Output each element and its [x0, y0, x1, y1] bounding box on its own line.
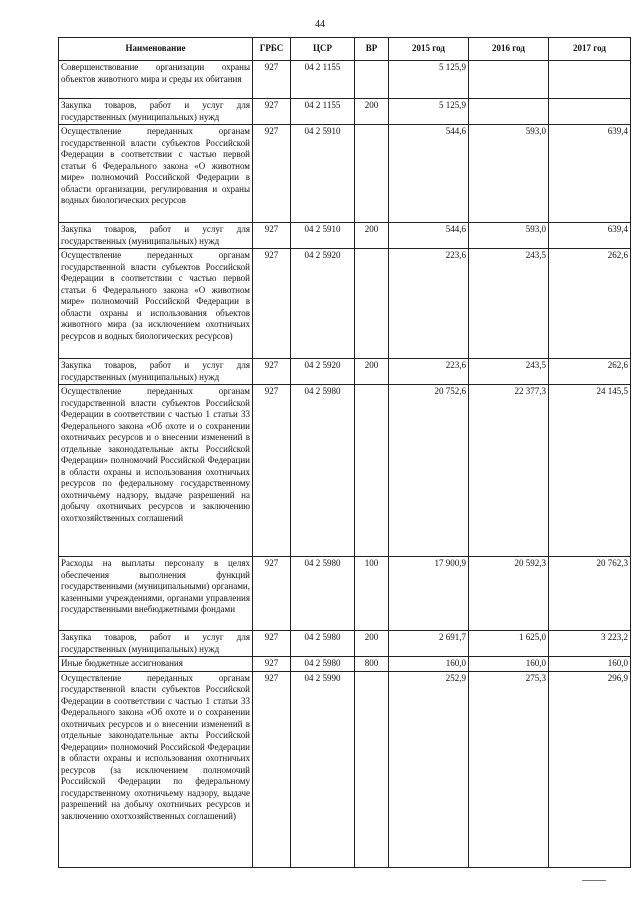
row-csr: 04 2 5980 — [291, 557, 355, 631]
col-header-2016: 2016 год — [469, 38, 549, 61]
row-2016: 243,5 — [469, 249, 549, 359]
row-2016: 22 377,3 — [469, 385, 549, 557]
row-name: Осуществление переданных органам государственной власти субъектов Российской Федерации в соответствии с частью 1 статьи 33 Федерального закона «Об охоте и о сохранении охотничьих ресурсов и о внесении изменений в отдельные законодательные акты Российской Федерации» полномочий Российской Федерации в области охраны и использования охотничьих ресурсов (за исключением полномочий Российской Федерации по федеральному государственному охотничьему надзору, выдаче разрешений на добычу охотничьих ресурсов и заключению охотхозяйственных соглашений) — [59, 671, 253, 867]
row-2017: 262,6 — [549, 359, 631, 385]
row-2017: 3 223,2 — [549, 631, 631, 657]
row-csr: 04 2 5920 — [291, 359, 355, 385]
row-2016: 593,0 — [469, 125, 549, 223]
row-name: Совершенствование организации охраны объектов животного мира и среды их обитания — [59, 61, 253, 99]
row-name: Иные бюджетные ассигнования — [59, 657, 253, 672]
table-row — [59, 631, 631, 657]
row-csr: 04 2 5990 — [291, 671, 355, 867]
col-header-vr: ВР — [355, 38, 389, 61]
row-2015: 2 691,7 — [389, 631, 469, 657]
row-2015: 252,9 — [389, 671, 469, 867]
row-grbs: 927 — [253, 671, 291, 867]
row-grbs: 927 — [253, 99, 291, 125]
row-2016: 243,5 — [469, 359, 549, 385]
row-2015: 223,6 — [389, 249, 469, 359]
row-csr: 04 2 1155 — [291, 99, 355, 125]
table-row — [59, 359, 631, 385]
row-name: Осуществление переданных органам государственной власти субъектов Российской Федерации в соответствии с частью первой статьи 6 Федерального закона «О животном мире» полномочий Российской Федерации в области охраны и использования объектов животного мира (за исключением охотничьих ресурсов и водных биологических ресурсов) — [59, 249, 253, 359]
row-grbs: 927 — [253, 631, 291, 657]
row-name: Закупка товаров, работ и услуг для государственных (муниципальных) нужд — [59, 631, 253, 657]
row-vr — [355, 61, 389, 99]
row-name: Осуществление переданных органам государственной власти субъектов Российской Федерации в соответствии с частью первой статьи 6 Федерального закона «О животном мире» полномочий Российской Федерации в области организации, регулирования и охраны водных биологических ресурсов — [59, 125, 253, 223]
row-2015: 5 125,9 — [389, 61, 469, 99]
row-csr: 04 2 5980 — [291, 657, 355, 672]
table-row — [59, 223, 631, 249]
row-2016: 593,0 — [469, 223, 549, 249]
table-row — [59, 657, 631, 672]
row-grbs: 927 — [253, 385, 291, 557]
table-row — [59, 249, 631, 359]
row-grbs: 927 — [253, 223, 291, 249]
row-2015: 20 752,6 — [389, 385, 469, 557]
row-name: Закупка товаров, работ и услуг для государственных (муниципальных) нужд — [59, 223, 253, 249]
row-2015: 17 900,9 — [389, 557, 469, 631]
row-grbs: 927 — [253, 61, 291, 99]
col-header-2015: 2015 год — [389, 38, 469, 61]
row-csr: 04 2 5920 — [291, 249, 355, 359]
row-name: Закупка товаров, работ и услуг для государственных (муниципальных) нужд — [59, 99, 253, 125]
table-header-row — [59, 38, 631, 61]
row-2017: 296,9 — [549, 671, 631, 867]
row-csr: 04 2 5910 — [291, 125, 355, 223]
row-grbs: 927 — [253, 657, 291, 672]
row-grbs: 927 — [253, 125, 291, 223]
col-header-grbs: ГРБС — [253, 38, 291, 61]
row-vr — [355, 385, 389, 557]
row-vr — [355, 125, 389, 223]
table-row — [59, 385, 631, 557]
row-csr: 04 2 5980 — [291, 385, 355, 557]
row-grbs: 927 — [253, 359, 291, 385]
row-vr: 200 — [355, 631, 389, 657]
row-2016: 1 625,0 — [469, 631, 549, 657]
col-header-name: Наименование — [59, 38, 253, 61]
row-csr: 04 2 1155 — [291, 61, 355, 99]
row-vr: 200 — [355, 99, 389, 125]
row-vr: 100 — [355, 557, 389, 631]
row-2016 — [469, 99, 549, 125]
row-2015: 544,6 — [389, 125, 469, 223]
row-2017: 639,4 — [549, 223, 631, 249]
row-2015: 544,6 — [389, 223, 469, 249]
row-vr: 800 — [355, 657, 389, 672]
row-2016: 160,0 — [469, 657, 549, 672]
row-csr: 04 2 5980 — [291, 631, 355, 657]
table-row — [59, 125, 631, 223]
row-name: Осуществление переданных органам государственной власти субъектов Российской Федерации в соответствии с частью 1 статьи 33 Федерального закона «Об охоте и о сохранении охотничьих ресурсов и о внесении изменений в отдельные законодательные акты Российской Федерации» полномочий Российской Федерации в области охраны и использования охотничьих ресурсов по федеральному государственному охотничьему надзору, выдаче разрешений на добычу охотничьих ресурсов и заключению охотхозяйственных соглашений — [59, 385, 253, 557]
page-number: 44 — [315, 19, 325, 30]
row-vr — [355, 671, 389, 867]
table-row — [59, 61, 631, 99]
row-2016: 20 592,3 — [469, 557, 549, 631]
row-name: Закупка товаров, работ и услуг для государственных (муниципальных) нужд — [59, 359, 253, 385]
row-grbs: 927 — [253, 557, 291, 631]
budget-table — [58, 37, 631, 868]
row-vr: 200 — [355, 223, 389, 249]
row-2017: 262,6 — [549, 249, 631, 359]
table-row — [59, 671, 631, 867]
row-vr: 200 — [355, 359, 389, 385]
row-csr: 04 2 5910 — [291, 223, 355, 249]
row-2017: 24 145,5 — [549, 385, 631, 557]
row-2017 — [549, 61, 631, 99]
row-2017: 20 762,3 — [549, 557, 631, 631]
row-2015: 223,6 — [389, 359, 469, 385]
table-row — [59, 99, 631, 125]
col-header-2017: 2017 год — [549, 38, 631, 61]
row-2015: 5 125,9 — [389, 99, 469, 125]
row-2016: 275,3 — [469, 671, 549, 867]
row-2017: 160,0 — [549, 657, 631, 672]
row-2017 — [549, 99, 631, 125]
row-2015: 160,0 — [389, 657, 469, 672]
table-row — [59, 557, 631, 631]
row-name: Расходы на выплаты персоналу в целях обеспечения выполнения функций государственными (муниципальными) органами, казенными учреждениями, органами управления государственными внебюджетными фондами — [59, 557, 253, 631]
scan-mark — [582, 880, 606, 881]
row-vr — [355, 249, 389, 359]
col-header-csr: ЦСР — [291, 38, 355, 61]
row-2016 — [469, 61, 549, 99]
row-2017: 639,4 — [549, 125, 631, 223]
row-grbs: 927 — [253, 249, 291, 359]
